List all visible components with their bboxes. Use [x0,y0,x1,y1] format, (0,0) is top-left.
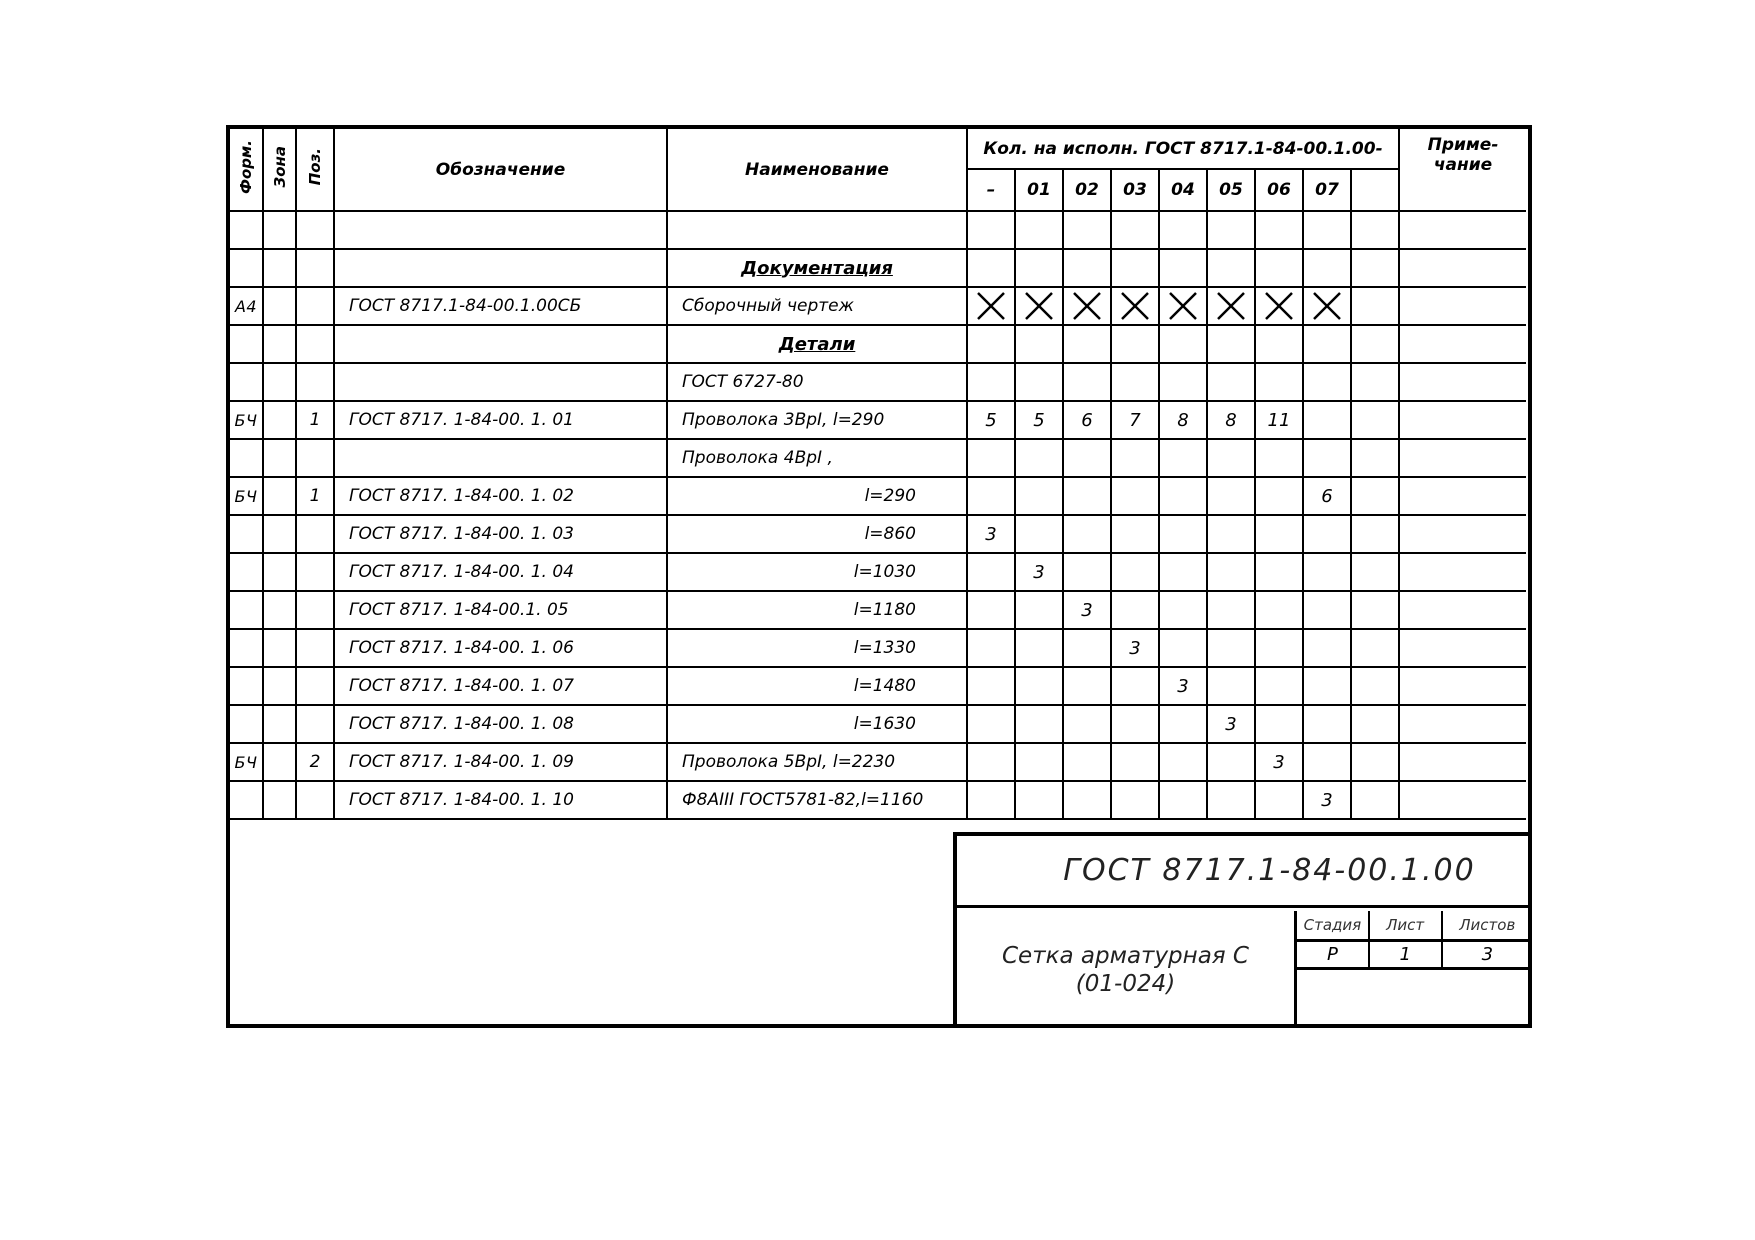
note-cell [1399,287,1526,325]
position-cell [296,591,334,629]
position-cell [296,629,334,667]
quantity-cell [1015,743,1063,781]
zone-cell [263,401,296,439]
document-number: ГОСТ 8717.1-84-00.1.00 [957,836,1532,908]
position-cell: 2 [296,743,334,781]
quantity-cell [1111,591,1159,629]
title-block [953,832,1532,1028]
zone-cell [263,629,296,667]
header-variant: 04 [1159,169,1207,211]
format-cell: БЧ [230,401,263,439]
sheets-label: Листов [1459,916,1516,934]
not-applicable-mark [1111,287,1159,325]
format-cell [230,629,263,667]
header-variant: 02 [1063,169,1111,211]
quantity-cell [1207,553,1255,591]
table-row [230,743,1526,781]
header-quantity-title: Кол. на исполн. ГОСТ 8717.1-84-00.1.00- [967,129,1399,169]
name-cell [667,515,967,553]
not-applicable-mark [1015,287,1063,325]
name-text: Проволока 3ВрI, l=290 [682,410,885,430]
zone-cell [263,667,296,705]
zone-cell [263,249,296,287]
quantity-cell [1111,211,1159,249]
quantity-cell [967,363,1015,401]
blank-variant-cell [1351,287,1399,325]
quantity-cell [1255,629,1303,667]
quantity-cell [1015,211,1063,249]
quantity-cell: 11 [1255,401,1303,439]
position-cell [296,515,334,553]
quantity-cell [967,743,1015,781]
quantity-cell [1111,363,1159,401]
quantity-cell [1063,743,1111,781]
position-cell [296,363,334,401]
table-row [230,363,1526,401]
quantity-cell [1303,211,1351,249]
format-cell [230,515,263,553]
quantity-cell [1015,477,1063,515]
zone-cell [263,439,296,477]
blank-variant-cell [1351,667,1399,705]
not-applicable-mark [1303,287,1351,325]
quantity-cell [1063,515,1111,553]
blank-variant-cell [1351,249,1399,287]
note-cell [1399,515,1526,553]
zone-cell [263,553,296,591]
note-cell [1399,249,1526,287]
quantity-cell: 7 [1111,401,1159,439]
position-cell [296,287,334,325]
designation-cell: ГОСТ 8717. 1-84-00. 1. 08 [334,705,667,743]
zone-cell [263,515,296,553]
header-variant: 01 [1015,169,1063,211]
name-text: l=1630 [853,714,916,734]
note-cell [1399,705,1526,743]
blank-variant-cell [1351,401,1399,439]
name-text: l=290 [864,486,916,506]
header-name: Наименование [667,129,967,211]
designation-cell [334,439,667,477]
zone-cell [263,781,296,819]
designation-cell: ГОСТ 8717. 1-84-00. 1. 06 [334,629,667,667]
quantity-cell [1303,401,1351,439]
quantity-cell [1015,325,1063,363]
quantity-cell [1111,249,1159,287]
header-variant: 05 [1207,169,1255,211]
quantity-cell: 5 [1015,401,1063,439]
note-cell [1399,629,1526,667]
position-cell [296,211,334,249]
quantity-cell [1063,249,1111,287]
table-row [230,629,1526,667]
quantity-cell [1015,249,1063,287]
header-position: Поз. [296,129,334,211]
note-cell [1399,477,1526,515]
name-cell [667,211,967,249]
name-cell [667,629,967,667]
name-text: Проволока 5ВрI, l=2230 [682,752,896,772]
format-cell: БЧ [230,743,263,781]
quantity-cell: 3 [967,515,1015,553]
quantity-cell: 3 [1255,743,1303,781]
zone-cell [263,287,296,325]
quantity-cell [1063,477,1111,515]
quantity-cell [967,591,1015,629]
quantity-cell [967,211,1015,249]
quantity-cell [1111,743,1159,781]
quantity-cell [1159,743,1207,781]
quantity-cell [1303,705,1351,743]
format-cell [230,781,263,819]
zone-cell [263,325,296,363]
header-zone: Зона [263,129,296,211]
quantity-cell [967,477,1015,515]
quantity-cell [1207,477,1255,515]
designation-cell: ГОСТ 8717.1-84-00.1.00СБ [334,287,667,325]
designation-cell: ГОСТ 8717. 1-84-00. 1. 07 [334,667,667,705]
name-cell [667,743,967,781]
document-title: Сетка арматурная С (01-024) [957,911,1297,1028]
designation-cell [334,325,667,363]
quantity-cell [1159,515,1207,553]
name-text: l=1480 [853,676,916,696]
format-cell [230,249,263,287]
position-cell [296,439,334,477]
name-cell [667,477,967,515]
blank-variant-cell [1351,553,1399,591]
name-text: l=1180 [853,600,916,620]
quantity-cell [1303,439,1351,477]
position-cell [296,781,334,819]
designation-cell: ГОСТ 8717. 1-84-00.1. 05 [334,591,667,629]
quantity-cell [1207,743,1255,781]
quantity-cell [1015,591,1063,629]
position-cell [296,249,334,287]
table-row [230,515,1526,553]
quantity-cell [1111,325,1159,363]
quantity-cell [1111,705,1159,743]
stage-value: Р [1297,942,1370,967]
quantity-cell: 8 [1159,401,1207,439]
note-cell [1399,667,1526,705]
quantity-cell [1207,667,1255,705]
name-cell [667,553,967,591]
format-cell [230,705,263,743]
name-cell [667,591,967,629]
format-cell: БЧ [230,477,263,515]
name-cell [667,667,967,705]
sheet-label: Лист [1370,911,1443,939]
specification-table [230,129,1526,820]
quantity-cell: 3 [1111,629,1159,667]
quantity-cell [1015,629,1063,667]
position-cell: 1 [296,477,334,515]
quantity-cell [1207,439,1255,477]
table-row [230,667,1526,705]
position-cell [296,705,334,743]
section-heading: Детали [778,333,856,355]
format-cell: А4 [230,287,263,325]
format-cell [230,211,263,249]
name-cell [667,439,967,477]
designation-cell [334,211,667,249]
quantity-cell [1303,553,1351,591]
blank-variant-cell [1351,211,1399,249]
stage-label: Стадия [1297,911,1370,939]
name-text: l=1330 [853,638,916,658]
zone-cell [263,743,296,781]
quantity-cell [1111,553,1159,591]
quantity-cell [1303,591,1351,629]
table-row [230,705,1526,743]
quantity-cell [1159,325,1207,363]
format-cell [230,325,263,363]
quantity-cell [967,439,1015,477]
table-row [230,401,1526,439]
quantity-cell [1063,629,1111,667]
quantity-cell [1159,439,1207,477]
quantity-cell [1207,325,1255,363]
note-cell [1399,401,1526,439]
quantity-cell [1159,629,1207,667]
header-format: Форм. [230,129,263,211]
quantity-cell [1255,211,1303,249]
name-text: Сборочный чертеж [682,296,854,316]
table-row [230,477,1526,515]
designation-cell: ГОСТ 8717. 1-84-00. 1. 02 [334,477,667,515]
blank-variant-cell [1351,629,1399,667]
quantity-cell: 5 [967,401,1015,439]
quantity-cell [1159,249,1207,287]
quantity-cell [1303,629,1351,667]
table-row [230,249,1526,287]
position-cell [296,325,334,363]
zone-cell [263,477,296,515]
quantity-cell: 3 [1207,705,1255,743]
note-cell [1399,325,1526,363]
blank-variant-cell [1351,705,1399,743]
zone-cell [263,363,296,401]
quantity-cell [1063,553,1111,591]
quantity-cell [1159,591,1207,629]
position-cell [296,553,334,591]
blank-variant-cell [1351,439,1399,477]
quantity-cell [1111,667,1159,705]
note-cell [1399,591,1526,629]
header-designation: Обозначение [334,129,667,211]
quantity-cell [1207,211,1255,249]
format-cell [230,363,263,401]
format-cell [230,553,263,591]
designation-cell [334,249,667,287]
table-row [230,325,1526,363]
quantity-cell [1255,667,1303,705]
blank-variant-cell [1351,363,1399,401]
quantity-cell [1063,439,1111,477]
name-text: ГОСТ 6727-80 [682,372,804,392]
name-cell [667,401,967,439]
quantity-cell [967,325,1015,363]
quantity-cell [1063,325,1111,363]
quantity-cell [1015,781,1063,819]
name-text: Проволока 4ВрI , [682,448,833,468]
quantity-cell [967,629,1015,667]
designation-cell [334,363,667,401]
quantity-cell [1015,515,1063,553]
blank-variant-cell [1351,325,1399,363]
quantity-cell [1303,515,1351,553]
zone-cell [263,211,296,249]
note-cell [1399,553,1526,591]
quantity-cell [1015,439,1063,477]
not-applicable-mark [1159,287,1207,325]
quantity-cell [967,249,1015,287]
quantity-cell [1255,477,1303,515]
quantity-cell [1159,477,1207,515]
format-cell [230,667,263,705]
not-applicable-mark [1207,287,1255,325]
sheets-value: 3 [1481,944,1494,965]
blank-variant-cell [1351,515,1399,553]
header-note: Приме- чание [1399,129,1526,211]
quantity-cell [1111,781,1159,819]
table-row [230,287,1526,325]
quantity-cell: 3 [1159,667,1207,705]
quantity-cell [1111,439,1159,477]
blank-variant-cell [1351,591,1399,629]
name-cell [667,781,967,819]
designation-cell: ГОСТ 8717. 1-84-00. 1. 04 [334,553,667,591]
name-cell [667,363,967,401]
quantity-cell [1303,743,1351,781]
sheet-value: 1 [1370,942,1443,967]
note-cell [1399,363,1526,401]
quantity-cell [1255,249,1303,287]
stage-sheets-block [1297,911,1532,1028]
quantity-cell: 3 [1063,591,1111,629]
quantity-cell: 3 [1015,553,1063,591]
table-row [230,591,1526,629]
designation-cell: ГОСТ 8717. 1-84-00. 1. 03 [334,515,667,553]
quantity-cell [1159,363,1207,401]
format-cell [230,439,263,477]
header-variant-blank [1351,169,1399,211]
name-text: Ф8АIII ГОСТ5781-82,l=1160 [682,790,924,810]
quantity-cell [967,667,1015,705]
name-cell [667,705,967,743]
quantity-cell: 3 [1303,781,1351,819]
section-heading: Документация [741,257,893,279]
quantity-cell [1255,439,1303,477]
quantity-cell [1255,781,1303,819]
quantity-cell [1255,325,1303,363]
quantity-cell [1207,591,1255,629]
quantity-cell [1063,667,1111,705]
quantity-cell [1015,363,1063,401]
quantity-cell [1207,249,1255,287]
name-cell [667,249,967,287]
drawing-sheet [226,125,1532,1028]
header-variant: 03 [1111,169,1159,211]
quantity-cell [1063,705,1111,743]
quantity-cell [1255,705,1303,743]
name-text: l=1030 [853,562,916,582]
quantity-cell [1207,515,1255,553]
quantity-cell: 6 [1063,401,1111,439]
quantity-cell [1159,211,1207,249]
quantity-cell [1303,325,1351,363]
position-cell: 1 [296,401,334,439]
not-applicable-mark [967,287,1015,325]
name-cell [667,325,967,363]
blank-variant-cell [1351,477,1399,515]
zone-cell [263,591,296,629]
quantity-cell [1207,629,1255,667]
designation-cell: ГОСТ 8717. 1-84-00. 1. 09 [334,743,667,781]
quantity-cell [1063,781,1111,819]
blank-variant-cell [1351,781,1399,819]
header-variant: 07 [1303,169,1351,211]
quantity-cell [1255,591,1303,629]
quantity-cell [1015,667,1063,705]
not-applicable-mark [1063,287,1111,325]
quantity-cell: 6 [1303,477,1351,515]
note-cell [1399,439,1526,477]
quantity-cell [1207,781,1255,819]
table-row [230,781,1526,819]
note-cell [1399,743,1526,781]
header-variant: – [967,169,1015,211]
quantity-cell [967,781,1015,819]
quantity-cell [1063,211,1111,249]
quantity-cell: 8 [1207,401,1255,439]
quantity-cell [1303,667,1351,705]
designation-cell: ГОСТ 8717. 1-84-00. 1. 10 [334,781,667,819]
quantity-cell [1255,515,1303,553]
position-cell [296,667,334,705]
name-cell [667,287,967,325]
quantity-cell [1111,477,1159,515]
not-applicable-mark [1255,287,1303,325]
quantity-cell [1159,781,1207,819]
quantity-cell [1159,553,1207,591]
format-cell [230,591,263,629]
blank-variant-cell [1351,743,1399,781]
quantity-cell [1303,363,1351,401]
quantity-cell [1111,515,1159,553]
quantity-cell [1255,553,1303,591]
designation-cell: ГОСТ 8717. 1-84-00. 1. 01 [334,401,667,439]
note-cell [1399,211,1526,249]
quantity-cell [1063,363,1111,401]
quantity-cell [1015,705,1063,743]
name-text: l=860 [864,524,916,544]
note-cell [1399,781,1526,819]
zone-cell [263,705,296,743]
quantity-cell [1303,249,1351,287]
quantity-cell [967,553,1015,591]
quantity-cell [1255,363,1303,401]
quantity-cell [1207,363,1255,401]
table-row [230,439,1526,477]
quantity-cell [967,705,1015,743]
table-row [230,211,1526,249]
table-row [230,553,1526,591]
quantity-cell [1159,705,1207,743]
header-variant: 06 [1255,169,1303,211]
